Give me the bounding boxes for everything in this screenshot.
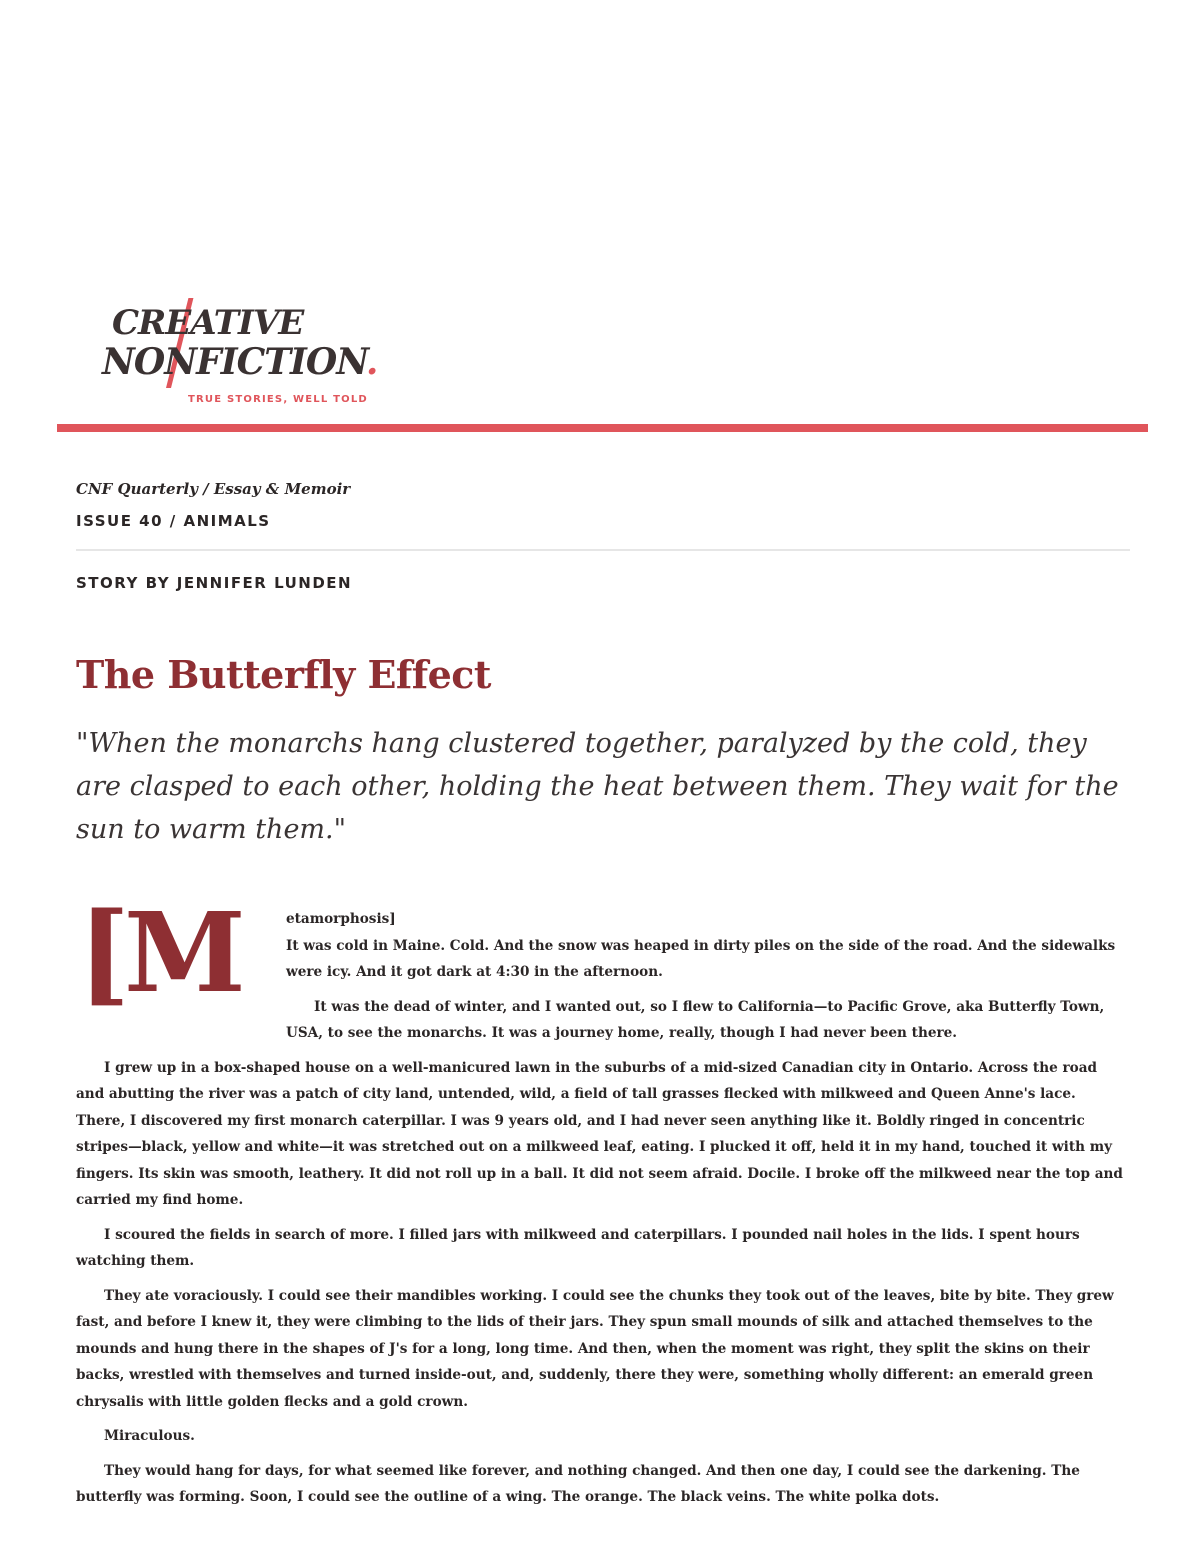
- article-title: The Butterfly Effect: [76, 652, 491, 697]
- logo[interactable]: [74, 300, 414, 410]
- pull-quote: "When the monarchs hang clustered together, paralyzed by the cold, they are clasped to each other, holding the heat between them. They wait for the sun to warm them.": [76, 728, 1119, 845]
- article-body: [76, 906, 1126, 1519]
- paragraph-3: I grew up in a box-shaped house on a well-manicured lawn in the suburbs of a mid-sized Canadian city in Ontario. Across the road and abutting the river was a patch of city land, untended, wild, a field of tall grasses flecked with milkweed and Queen Anne's lace. There, I discovered my first monarch caterpillar. I was 9 years old, and I had never seen anything like it. Boldly ringed in concentric stripes—black, yellow and white—it was stretched out on a milkweed leaf, eating. I plucked it off, held it in my hand, touched it with my fingers. Its skin was smooth, leathery. It did not roll up in a ball. It did not seem afraid. Docile. I broke off the milkweed near the top and carried my find home.: [76, 1059, 1123, 1208]
- paragraph-4: I scoured the fields in search of more. I filled jars with milkweed and caterpillars. I pounded nail holes in the lids. I spent hours watching them.: [76, 1226, 1080, 1269]
- paragraph-6: Miraculous.: [104, 1428, 195, 1444]
- byline[interactable]: STORY BY JENNIFER LUNDEN: [76, 574, 353, 592]
- opening-block: [286, 906, 1126, 986]
- logo-line-2-text: NONFICTION: [102, 341, 366, 383]
- section-heading: etamorphosis]: [286, 911, 396, 927]
- logo-tagline: TRUE STORIES, WELL TOLD: [188, 394, 368, 405]
- paragraph-1: It was cold in Maine. Cold. And the snow was heaped in dirty piles on the side of the road. And the sidewalks were icy. And it got dark at 4:30 in the afternoon.: [286, 937, 1116, 980]
- logo-dot: .: [365, 341, 378, 383]
- paragraph-5: They ate voraciously. I could see their mandibles working. I could see the chunks they took out of the leaves, bite by bite. They grew fast, and before I knew it, they were climbing to the lids of their jars. They spun small mounds of silk and attached themselves to the mounds and hung there in the shapes of J's for a long, long time. And then, when the moment was right, they split the skins on their backs, wrestled with themselves and turned inside-out, and, suddenly, there they were, something wholly different: an emerald green chrysalis with little golden flecks and a gold crown.: [76, 1287, 1114, 1410]
- paragraph-2-start: [286, 994, 1126, 1047]
- issue-label[interactable]: ISSUE 40 / ANIMALS: [76, 512, 271, 530]
- header-divider: [57, 424, 1148, 432]
- thin-divider: [76, 549, 1130, 551]
- section-label[interactable]: CNF Quarterly / Essay & Memoir: [76, 480, 351, 498]
- logo-line-2: [102, 341, 378, 383]
- paragraph-7: They would hang for days, for what seemed like forever, and nothing changed. And then one day, I could see the darkening. The butterfly was forming. Soon, I could see the outline of a wing. The orange. The black veins. The white polka dots.: [76, 1462, 1080, 1505]
- paragraph-2: It was the dead of winter, and I wanted out, so I flew to California—to Pacific Grove, aka Butterfly Town, USA, to see the monarchs. It was a journey home, really, though I had never been there.: [286, 998, 1105, 1041]
- drop-cap: [M: [78, 888, 240, 1017]
- logo-line-1: CREATIVE: [112, 303, 304, 343]
